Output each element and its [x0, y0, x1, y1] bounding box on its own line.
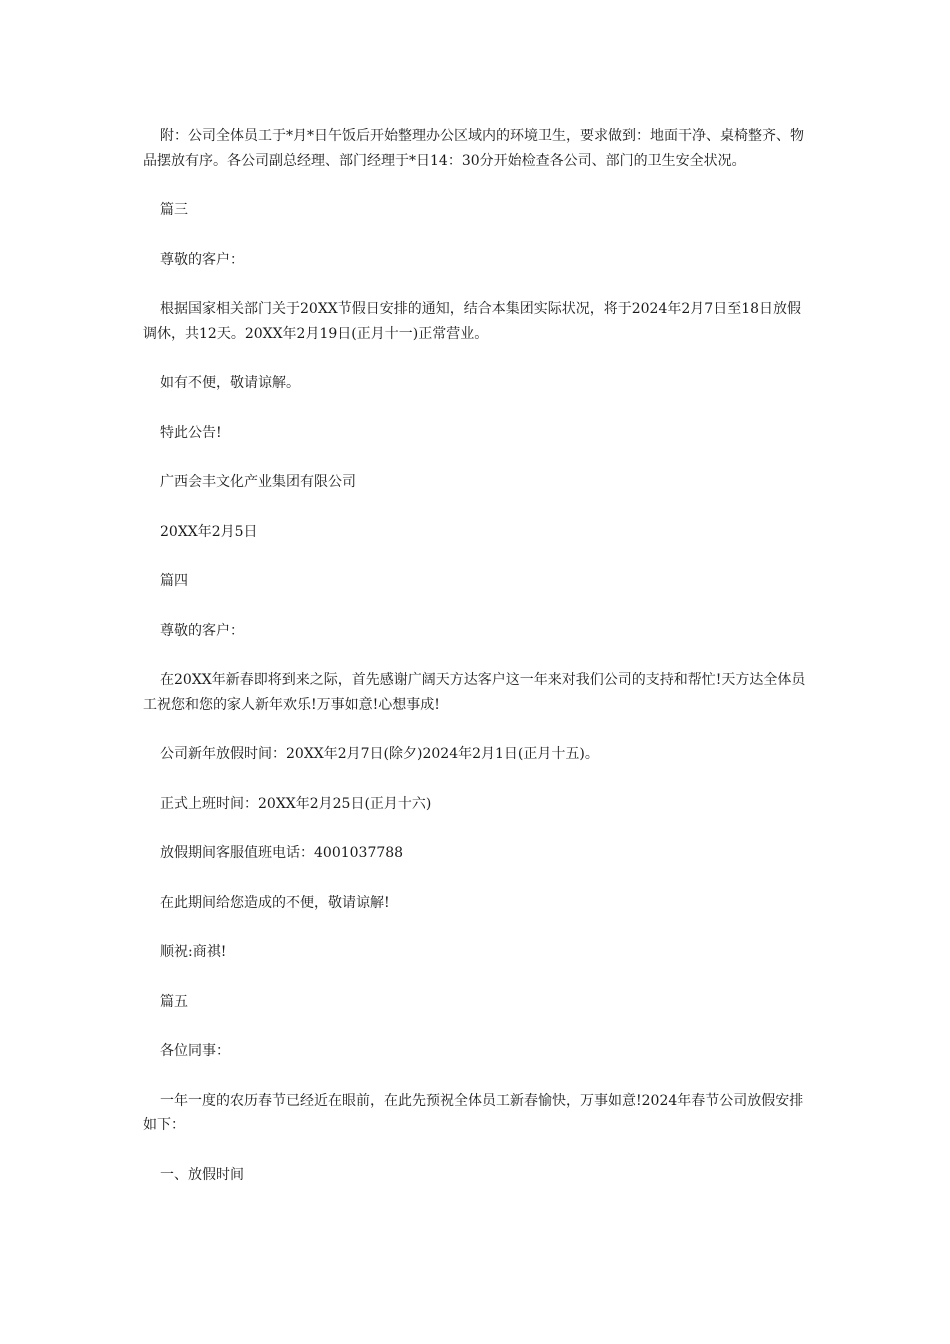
body-paragraph: 在此期间给您造成的不便，敬请谅解!: [160, 894, 390, 911]
body-paragraph: 根据国家相关部门关于20XX节假日安排的通知，结合本集团实际状况，将于2024年2月7日至18日放假调休，共12天。20XX年2月19日(正月十一)正常营业。: [143, 301, 802, 342]
section-heading-5: 篇五: [160, 993, 188, 1010]
body-paragraph: 特此公告!: [160, 424, 222, 441]
salutation: 尊敬的客户：: [160, 622, 244, 639]
salutation: 尊敬的客户：: [160, 251, 244, 268]
signature-date: 20XX年2月5日: [160, 523, 258, 540]
body-paragraph: 如有不便，敬请谅解。: [160, 375, 300, 391]
body-paragraph: 一年一度的农历春节已经近在眼前，在此先预祝全体员工新春愉快，万事如意!2024年春节公司放假安排如下：: [143, 1092, 804, 1133]
section-heading-4: 篇四: [160, 573, 188, 589]
attachment-paragraph: 附：公司全体员工于*月*日午饭后开始整理办公区域内的环境卫生，要求做到：地面干净、桌椅整齐、物品摆放有序。各公司副总经理、部门经理于*日14：30分开始检查各公司、部门的卫生安全状况。: [143, 128, 804, 169]
salutation: 各位同事：: [160, 1043, 230, 1059]
body-paragraph: 正式上班时间：20XX年2月25日(正月十六): [160, 795, 432, 812]
body-paragraph: 公司新年放假时间：20XX年2月7日(除夕)2024年2月1日(正月十五)。: [160, 746, 599, 762]
subheading: 一、放假时间: [160, 1166, 244, 1183]
document-page: [143, 124, 808, 1212]
body-paragraph: 在20XX年新春即将到来之际，首先感谢广阔天方达客户这一年来对我们公司的支持和帮忙!天方达全体员工祝您和您的家人新年欢乐!万事如意!心想事成!: [143, 672, 806, 713]
closing-paragraph: 顺祝:商祺!: [160, 944, 227, 960]
section-heading-3: 篇三: [160, 202, 188, 218]
body-paragraph: 放假期间客服值班电话：4001037788: [160, 845, 404, 861]
signature-company: 广西会丰文化产业集团有限公司: [160, 474, 356, 490]
